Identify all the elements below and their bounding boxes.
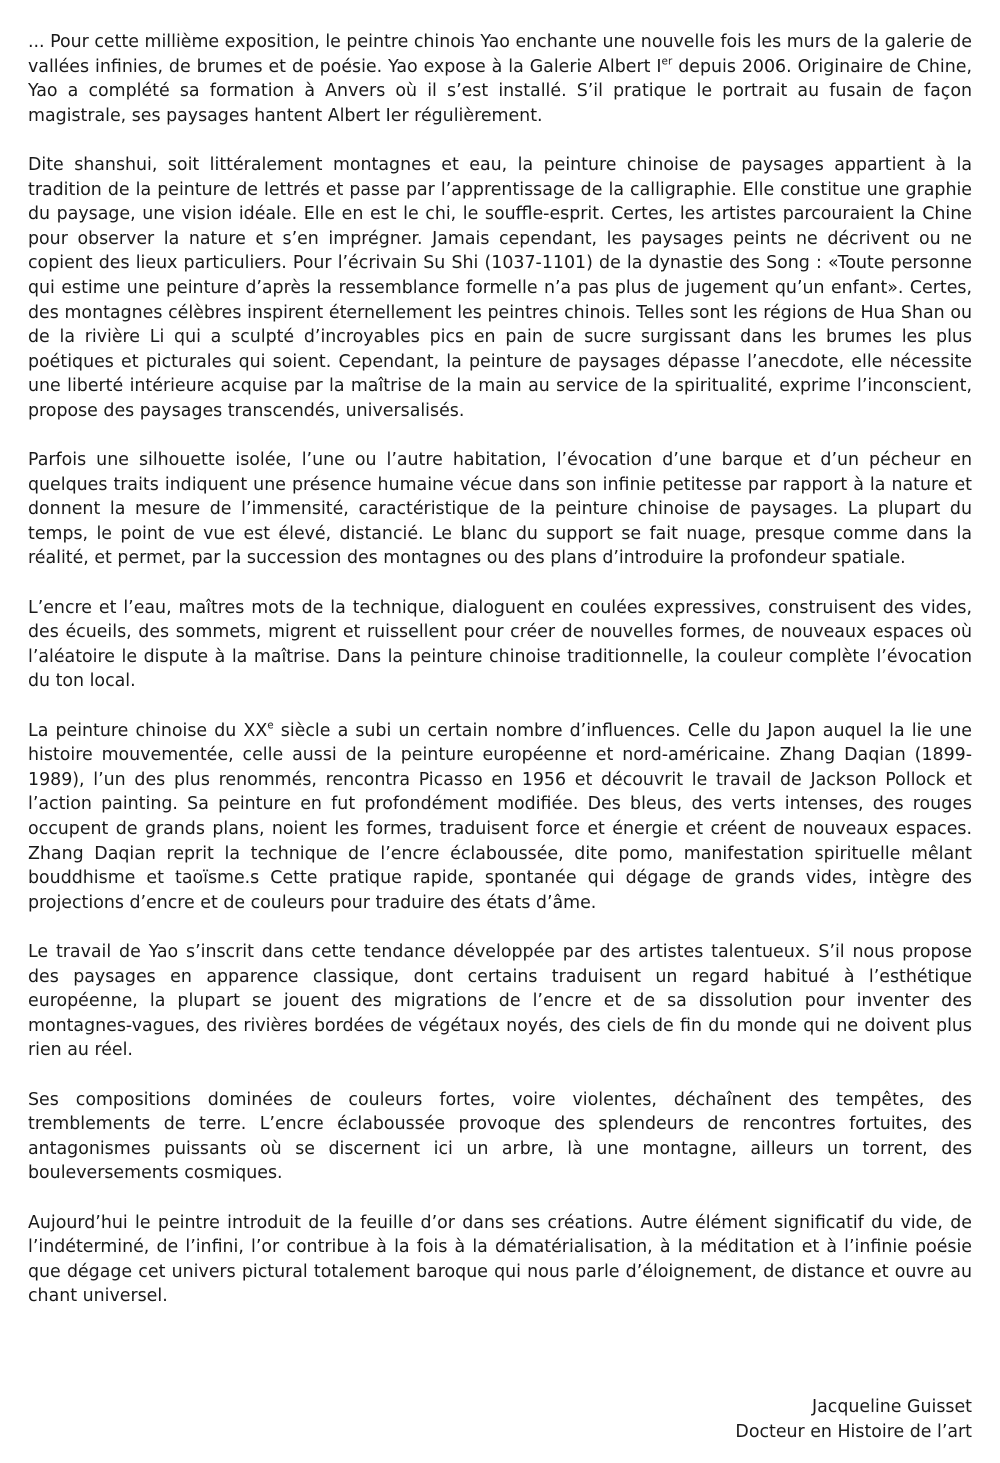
paragraph-2: Dite shanshui, soit littéralement montagnes et eau, la peinture chinoise de paysages appartient à la tradition de la peinture de lettrés et passe par l’apprentissage de la calligraphie. Elle constitue une graphie du paysage, une vision idéale. Elle en est le chi, le souffle-esprit. Certes, les artistes parcouraient la Chine pour observer la nature et s’en imprégner. Jamais cependant, les paysages peints ne décrivent ou ne copient des lieux particuliers. Pour l’écrivain Su Shi (1037-1101) de la dynastie des Song : «Toute personne qui estime une peinture d’après la ressemblance formelle n’a pas plus de jugement qu’un enfant». Certes, des montagnes célèbres inspirent éternellement les peintres chinois. Telles sont les régions de Hua Shan ou de la rivière Li qui a sculpté d’incroyables pics en pain de sucre surgissant dans les brumes les plus poétiques et picturales qui soient. Cependant, la peinture de paysages dépasse l’anecdote, elle nécessite une liberté intérieure acquise par la maîtrise de la main au service de la spiritualité, exprime l’inconscient, propose des paysages transcendés, universalisés.: [28, 154, 972, 421]
paragraph-5-text-b: siècle a subi un certain nombre d’influences. Celle du Japon auquel la lie une histoire mouvementée, celle aussi de la peinture européenne et nord-américaine. Zhang Daqian (1899-1989), l’un des plus renommés, rencontra Picasso en 1956 et découvrit le travail de Jackson Pollock et l’action painting. Sa peinture en fut profondément modifiée. Des bleus, des verts intenses, des rouges occupent de grands plans, noient les formes, traduisent force et énergie et créent de nouveaux espaces. Zhang Daqian reprit la technique de l’encre éclaboussée, dite pomo, manifestation spirituelle mêlant bouddhisme et taoïsme.s Cette pratique rapide, spontanée qui dégage de grands vides, intègre des projections d’encre et de couleurs pour traduire des états d’âme.: [28, 720, 972, 913]
paragraph-4: L’encre et l’eau, maîtres mots de la technique, dialoguent en coulées expressives, construisent des vides, des écueils, des sommets, migrent et ruissellent pour créer de nouvelles formes, de nouveaux espaces où l’aléatoire le dispute à la maîtrise. Dans la peinture chinoise traditionnelle, la couleur complète l’évocation du ton local.: [28, 597, 972, 692]
paragraph-5-text-a: La peinture chinoise du XX: [28, 720, 268, 741]
paragraph-1-text-b: depuis 2006. Originaire de Chine, Yao a complété sa formation à Anvers où il s’est installé. S’il pratique le portrait au fusain de façon magistrale, ses paysages hantent Albert Ier régulièrement.: [28, 56, 972, 126]
paragraph-6: Le travail de Yao s’inscrit dans cette tendance développée par des artistes talentueux. S’il nous propose des paysages en apparence classique, dont certains traduisent un regard habitué à l’esthétique européenne, la plupart se jouent des migrations de l’encre et de sa dissolution pour inventer des montagnes-vagues, des rivières bordées de végétaux noyés, des ciels de fin du monde qui ne doivent plus rien au réel.: [28, 941, 972, 1061]
author-name: Jacqueline Guisset: [812, 1397, 972, 1417]
paragraph-7: Ses compositions dominées de couleurs fortes, voire violentes, déchaînent des tempêtes, des tremblements de terre. L’encre éclaboussée provoque des splendeurs de rencontres fortuites, des antagonismes puissants où se discernent ici un arbre, là une montagne, ailleurs un torrent, des bouleversements cosmiques.: [28, 1089, 972, 1184]
paragraph-3: Parfois une silhouette isolée, l’une ou l’autre habitation, l’évocation d’une barque et d’un pécheur en quelques traits indiquent une présence humaine vécue dans son infinie petitesse par rapport à la nature et donnent la mesure de l’immensité, caractéristique de la peinture chinoise de paysages. La plupart du temps, le point de vue est élevé, distancié. Le blanc du support se fait nuage, presque comme dans la réalité, et permet, par la succession des montagnes ou des plans d’introduire la profondeur spatiale.: [28, 450, 972, 569]
article-body: [28, 30, 972, 1309]
signature-block: [735, 1395, 972, 1444]
superscript-e: e: [267, 719, 274, 732]
paragraph-8: Aujourd’hui le peintre introduit de la feuille d’or dans ses créations. Autre élément significatif du vide, de l’indéterminé, de l’infini, l’or contribue à la fois à la dématérialisation, à la méditation et à l’infinie poésie que dégage cet univers pictural totalement baroque qui nous parle d’éloignement, de distance et ouvre au chant universel.: [28, 1212, 972, 1307]
paragraph-1: [28, 30, 972, 128]
paragraph-5: [28, 719, 972, 916]
superscript-er: er: [661, 55, 673, 68]
author-title: Docteur en Histoire de l’art: [735, 1421, 972, 1442]
paragraph-1-text-a: ... Pour cette millième exposition, le peintre chinois Yao enchante une nouvelle fois les murs de la galerie de vallées infinies, de brumes et de poésie. Yao expose à la Galerie Albert I: [28, 32, 972, 77]
